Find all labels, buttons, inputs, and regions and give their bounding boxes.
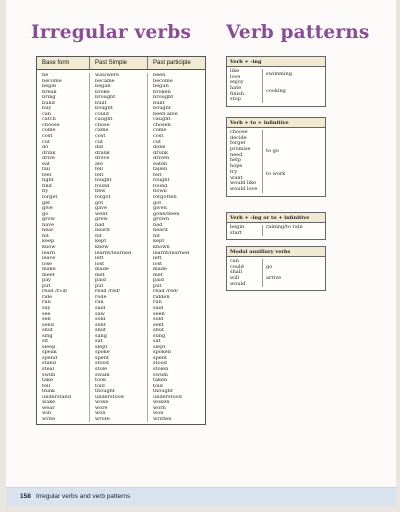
past-simple-cell: could xyxy=(95,111,109,117)
base-form-cell: say xyxy=(42,305,51,311)
pattern-heading: Verb + to + infinitive xyxy=(227,118,325,128)
past-participle-cell: left xyxy=(153,256,162,262)
pattern-box-ing-or-infinitive xyxy=(226,212,326,240)
past-participle-cell: seen xyxy=(153,311,165,317)
past-simple-cell: stole xyxy=(95,366,108,372)
base-form-cell: put xyxy=(42,283,51,289)
pattern-verb: can xyxy=(230,258,240,264)
past-simple-cell: grew xyxy=(95,217,108,223)
past-participle-cell: sat xyxy=(153,339,161,345)
past-simple-cell: left xyxy=(95,256,104,262)
base-form-cell: think xyxy=(42,389,56,395)
past-simple-cell: learnt/learned xyxy=(95,250,132,256)
pattern-examples xyxy=(263,69,325,103)
pattern-example: to work xyxy=(266,171,286,177)
past-participle-cell: woken xyxy=(153,400,170,406)
base-form-cell: cost xyxy=(42,134,53,140)
past-simple-cell: forgot xyxy=(95,195,111,201)
pattern-verbs xyxy=(227,259,263,287)
past-simple-cell: told xyxy=(95,383,105,389)
past-participle-cell: paid xyxy=(153,278,164,284)
past-simple-cell: built xyxy=(95,100,107,106)
past-participle-column xyxy=(148,73,205,422)
base-form-cell: swim xyxy=(42,372,56,378)
pattern-verb: promise xyxy=(230,146,251,153)
past-participle-cell: met xyxy=(153,272,163,278)
past-simple-cell: went xyxy=(95,211,108,217)
base-form-cell: become xyxy=(42,78,62,84)
past-participle-cell: grown xyxy=(153,217,170,223)
past-simple-cell: sang xyxy=(95,333,107,339)
base-form-cell: wear xyxy=(42,405,55,411)
base-form-cell: give xyxy=(42,206,53,212)
past-participle-cell: found xyxy=(153,183,168,189)
past-participle-cell: flown xyxy=(153,189,167,195)
past-simple-cell: put xyxy=(95,283,104,289)
pattern-example: to go xyxy=(266,148,279,154)
past-participle-cell: told xyxy=(153,383,163,389)
past-simple-cell: spoke xyxy=(95,350,110,356)
past-participle-cell: kept xyxy=(153,239,165,245)
base-form-cell: know xyxy=(42,244,56,250)
base-form-cell: hear xyxy=(42,228,54,234)
base-form-cell: understand xyxy=(42,394,71,400)
past-simple-cell: rode xyxy=(95,294,107,300)
past-simple-cell: brought xyxy=(95,95,116,101)
base-form-cell: sing xyxy=(42,333,53,339)
past-participle-cell: hit xyxy=(153,233,160,239)
pattern-examples xyxy=(263,130,325,193)
past-simple-cell: had xyxy=(95,222,105,228)
past-simple-cell: stood xyxy=(95,361,109,367)
base-form-cell: drive xyxy=(42,156,55,162)
past-simple-cell: swam xyxy=(95,372,110,378)
pattern-verb: love xyxy=(230,73,241,80)
base-form-cell: see xyxy=(42,311,51,317)
pattern-verb: like xyxy=(230,68,240,74)
verb-patterns-title: Verb patterns xyxy=(226,22,370,43)
past-participle-cell: sung xyxy=(153,333,166,339)
pattern-heading: Verb + -ing xyxy=(227,57,325,67)
past-participle-cell: swum xyxy=(153,372,168,378)
past-participle-cell: fought xyxy=(153,178,170,184)
past-simple-cell: won xyxy=(95,411,106,417)
base-form-cell: do xyxy=(42,145,49,151)
base-form-cell: break xyxy=(42,89,57,95)
base-form-cell: sit xyxy=(42,339,49,345)
base-form-cell: bring xyxy=(42,95,56,101)
past-simple-cell: found xyxy=(95,183,110,189)
past-simple-cell: fought xyxy=(95,178,112,184)
past-simple-cell: thought xyxy=(95,389,115,395)
pattern-verbs xyxy=(227,69,263,103)
past-participle-cell: stolen xyxy=(153,366,169,372)
past-participle-cell: given xyxy=(153,206,167,212)
pattern-verb: decide xyxy=(230,134,247,141)
past-simple-cell: understood xyxy=(95,394,124,400)
past-simple-cell: ate xyxy=(95,161,103,167)
past-simple-cell: got xyxy=(95,200,104,206)
base-form-cell: buy xyxy=(42,106,52,112)
past-simple-cell: flew xyxy=(95,189,106,195)
pattern-verb: start xyxy=(230,229,242,236)
base-form-cell: sell xyxy=(42,317,51,323)
pattern-examples xyxy=(263,259,325,287)
past-simple-cell: said xyxy=(95,305,106,311)
past-participle-cell: spoken xyxy=(153,350,171,356)
past-simple-cell: drove xyxy=(95,156,110,162)
pattern-examples xyxy=(263,225,325,236)
past-participle-cell: put xyxy=(153,283,162,289)
table-header xyxy=(37,57,205,70)
base-form-cell: fly xyxy=(42,189,49,195)
past-participle-cell: taken xyxy=(153,378,168,384)
past-participle-cell: sold xyxy=(153,317,164,323)
pattern-example: raining/to rain xyxy=(266,224,303,230)
base-form-cell: forget xyxy=(42,195,58,201)
past-participle-cell: spent xyxy=(153,355,167,361)
pattern-heading: Verb + -ing or to + infinitive xyxy=(227,213,325,223)
past-simple-cell: spent xyxy=(95,355,109,361)
base-form-cell: leave xyxy=(42,256,56,262)
past-participle-cell: understood xyxy=(153,394,182,400)
past-simple-cell: slept xyxy=(95,344,108,350)
past-participle-cell: learnt/learned xyxy=(153,250,190,256)
past-participle-cell: fallen xyxy=(153,167,168,173)
past-participle-cell: read /red/ xyxy=(153,289,179,295)
base-form-cell: sleep xyxy=(42,344,56,350)
pattern-verb: hate xyxy=(230,85,242,92)
pattern-verb: want xyxy=(230,174,243,181)
pattern-verb: would love xyxy=(230,185,258,192)
base-form-cell: come xyxy=(42,128,56,134)
base-form-cell: can xyxy=(42,111,52,117)
irregular-verbs-table xyxy=(36,56,206,425)
past-participle-cell: caught xyxy=(153,117,171,123)
past-simple-cell: woke xyxy=(95,400,109,406)
past-participle-cell: sent xyxy=(153,322,164,328)
past-simple-cell: sold xyxy=(95,317,106,323)
base-form-cell: wake xyxy=(42,400,56,406)
base-form-cell: feel xyxy=(42,172,52,178)
base-form-cell: write xyxy=(42,416,56,422)
past-simple-cell: made xyxy=(95,267,109,273)
header-base-form: Base form xyxy=(37,57,90,69)
past-simple-cell: came xyxy=(95,128,109,134)
pattern-verb: could xyxy=(230,263,244,270)
base-form-cell: win xyxy=(42,411,52,417)
pattern-box-modal xyxy=(226,246,326,291)
pattern-verb: try xyxy=(230,168,238,175)
past-simple-cell: hit xyxy=(95,233,102,239)
past-simple-cell: met xyxy=(95,272,105,278)
base-form-cell: lose xyxy=(42,261,53,267)
base-form-cell: take xyxy=(42,378,53,384)
base-form-cell: go xyxy=(42,211,49,217)
past-simple-cell: wrote xyxy=(95,416,110,422)
base-form-cell: hit xyxy=(42,233,49,239)
base-form-cell: speak xyxy=(42,350,57,356)
past-participle-cell: written xyxy=(153,416,172,422)
pattern-verb: shall xyxy=(230,269,242,276)
past-participle-cell: heard xyxy=(153,228,168,234)
pattern-verbs xyxy=(227,225,263,236)
base-form-cell: get xyxy=(42,200,51,206)
base-form-cell: steal xyxy=(42,366,55,372)
past-participle-cell: gone/been xyxy=(153,211,180,217)
past-simple-cell: sat xyxy=(95,339,103,345)
past-participle-cell: had xyxy=(153,222,163,228)
header-past-simple: Past Simple xyxy=(90,57,148,69)
past-participle-cell: built xyxy=(153,100,165,106)
past-simple-cell: did xyxy=(95,145,104,151)
pattern-verbs xyxy=(227,130,263,193)
past-participle-cell: brought xyxy=(153,95,174,101)
base-form-cell: have xyxy=(42,222,54,228)
past-simple-cell: bought xyxy=(95,106,113,112)
past-participle-cell: said xyxy=(153,305,164,311)
past-simple-cell: sent xyxy=(95,322,106,328)
base-form-cell: fall xyxy=(42,167,51,173)
irregular-verbs-title: Irregular verbs xyxy=(31,22,192,43)
base-form-cell: send xyxy=(42,322,54,328)
past-participle-cell: thought xyxy=(153,389,173,395)
past-participle-cell: chosen xyxy=(153,122,171,128)
base-form-cell: catch xyxy=(42,117,56,123)
base-form-cell: meet xyxy=(42,272,55,278)
pattern-verb: hope xyxy=(230,163,243,170)
pattern-verb: help xyxy=(230,157,241,164)
base-form-cell: cut xyxy=(42,139,51,145)
past-simple-cell: cut xyxy=(95,139,104,145)
pattern-verb: begin xyxy=(230,224,245,230)
past-simple-cell: knew xyxy=(95,244,109,250)
past-simple-cell: cost xyxy=(95,134,106,140)
base-form-cell: tell xyxy=(42,383,51,389)
pattern-box-to-infinitive xyxy=(226,117,326,197)
past-participle-cell: bought xyxy=(153,106,171,112)
past-participle-cell: stood xyxy=(153,361,167,367)
base-form-cell: drink xyxy=(42,150,56,156)
base-form-cell: make xyxy=(42,267,56,273)
past-simple-cell: drank xyxy=(95,150,110,156)
past-participle-cell: worn xyxy=(153,405,166,411)
past-participle-cell: done xyxy=(153,145,166,151)
pattern-verb: enjoy xyxy=(230,79,244,86)
pattern-verb: finish xyxy=(230,90,244,97)
past-participle-cell: come xyxy=(153,128,167,134)
past-simple-cell: became xyxy=(95,78,115,84)
base-form-cell: read /ri:d/ xyxy=(42,289,68,295)
pattern-example: go xyxy=(266,264,273,270)
pattern-verb: would like xyxy=(230,180,257,187)
past-participle-cell: felt xyxy=(153,172,162,178)
past-participle-cell: slept xyxy=(153,344,166,350)
base-form-cell: be xyxy=(42,73,49,78)
past-simple-cell: read /red/ xyxy=(95,289,121,295)
base-form-cell: fight xyxy=(42,178,54,184)
header-past-participle: Past participle xyxy=(153,60,191,66)
pattern-verb: would xyxy=(230,280,246,287)
pattern-verb: need xyxy=(230,151,243,158)
base-form-cell: pay xyxy=(42,278,52,284)
past-simple-cell: paid xyxy=(95,278,106,284)
past-participle-cell: shut xyxy=(153,328,165,334)
past-participle-cell: made xyxy=(153,267,167,273)
past-simple-cell: was/were xyxy=(95,73,120,78)
past-participle-cell: begun xyxy=(153,84,169,90)
base-form-column xyxy=(37,73,90,422)
pattern-verb: forget xyxy=(230,140,246,147)
pattern-example: arrive xyxy=(266,275,282,281)
past-participle-cell: ridden xyxy=(153,294,170,300)
base-form-cell: begin xyxy=(42,84,57,90)
past-simple-cell: took xyxy=(95,378,107,384)
past-participle-cell: driven xyxy=(153,156,170,162)
base-form-cell: choose xyxy=(42,122,60,128)
page-number: 158 xyxy=(20,493,31,500)
base-form-cell: learn xyxy=(42,250,56,256)
past-participle-cell: cut xyxy=(153,139,162,145)
past-participle-cell: known xyxy=(153,244,170,250)
pattern-heading: Modal auxiliary verbs xyxy=(227,247,325,257)
past-simple-cell: heard xyxy=(95,228,110,234)
past-simple-cell: gave xyxy=(95,206,107,212)
base-form-cell: run xyxy=(42,300,51,306)
past-participle-cell: won xyxy=(153,411,164,417)
past-participle-cell: been able xyxy=(153,111,178,117)
past-simple-cell: chose xyxy=(95,122,110,128)
base-form-cell: eat xyxy=(42,161,50,167)
base-form-cell: spend xyxy=(42,355,58,361)
pattern-box-ing xyxy=(226,56,326,107)
base-form-cell: find xyxy=(42,183,52,189)
pattern-verb: choose xyxy=(230,129,248,135)
past-simple-column xyxy=(90,73,148,422)
past-simple-cell: wore xyxy=(95,405,108,411)
past-participle-cell: lost xyxy=(153,261,163,267)
past-simple-cell: began xyxy=(95,84,111,90)
past-simple-cell: shut xyxy=(95,328,107,334)
pattern-example: cooking xyxy=(266,88,286,94)
table-body xyxy=(37,70,205,424)
past-participle-cell: drunk xyxy=(153,150,169,156)
pattern-example: swimming xyxy=(266,71,292,77)
past-simple-cell: felt xyxy=(95,172,104,178)
base-form-cell: stand xyxy=(42,361,56,367)
past-participle-cell: forgotten xyxy=(153,195,177,201)
base-form-cell: build xyxy=(42,100,55,106)
past-simple-cell: broke xyxy=(95,89,110,95)
past-simple-cell: caught xyxy=(95,117,113,123)
footer-title: Irregular verbs and verb patterns xyxy=(36,493,131,500)
past-simple-cell: fell xyxy=(95,167,104,173)
past-participle-cell: cost xyxy=(153,134,164,140)
past-simple-cell: saw xyxy=(95,311,105,317)
base-form-cell: shut xyxy=(42,328,54,334)
past-simple-cell: kept xyxy=(95,239,107,245)
past-participle-cell: been xyxy=(153,73,166,78)
past-simple-cell: lost xyxy=(95,261,105,267)
pattern-verb: will xyxy=(230,275,240,282)
past-participle-cell: broken xyxy=(153,89,171,95)
past-simple-cell: ran xyxy=(95,300,104,306)
base-form-cell: ride xyxy=(42,294,53,300)
base-form-cell: grow xyxy=(42,217,55,223)
base-form-cell: keep xyxy=(42,239,55,245)
pattern-verb: stop xyxy=(230,96,241,103)
past-participle-cell: become xyxy=(153,78,173,84)
past-participle-cell: got xyxy=(153,200,162,206)
past-participle-cell: run xyxy=(153,300,162,306)
page-footer xyxy=(6,487,396,506)
past-participle-cell: eaten xyxy=(153,161,168,167)
